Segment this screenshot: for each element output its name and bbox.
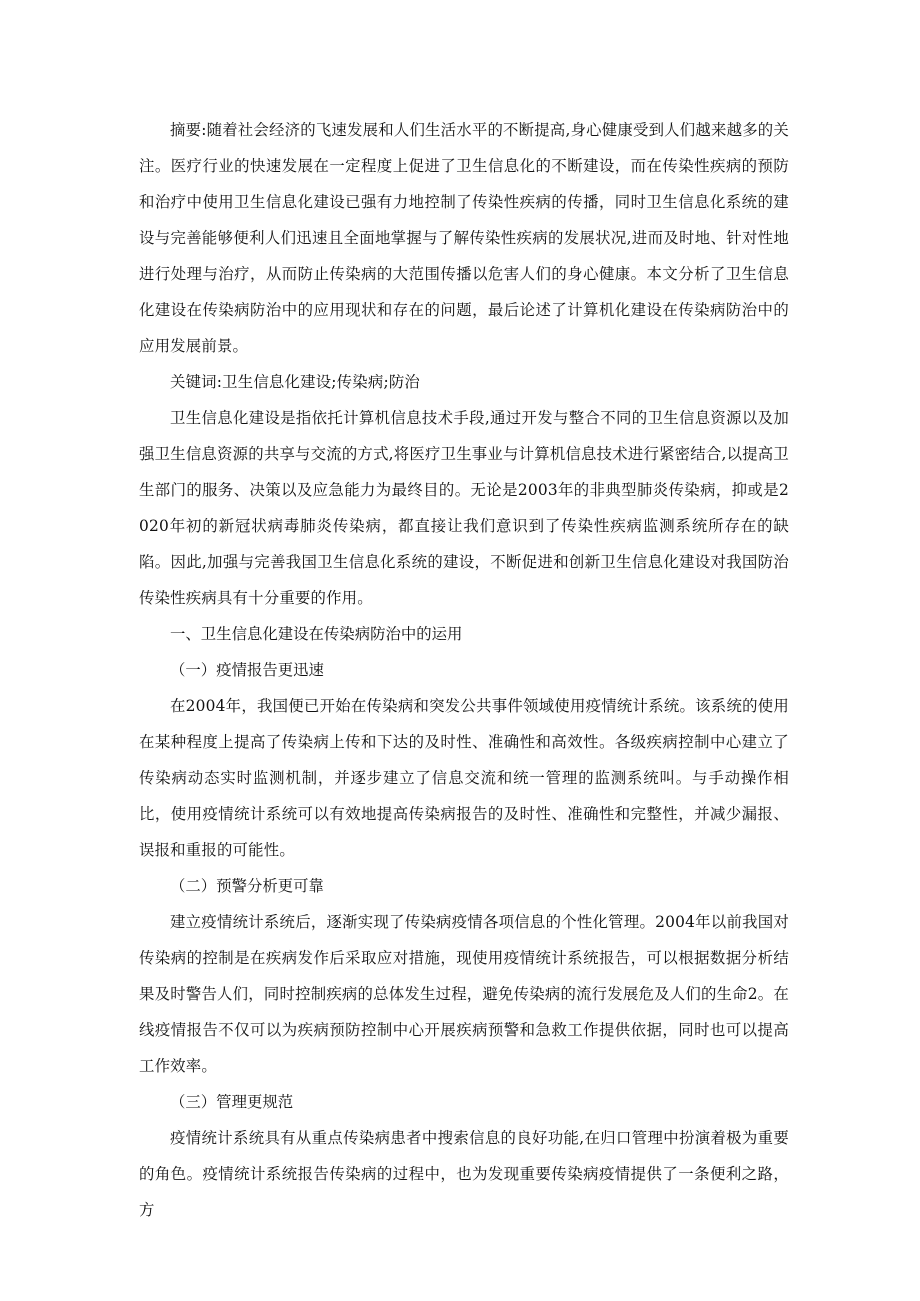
section-heading-1: 一、卫生信息化建设在传染病防治中的运用 [170, 625, 463, 643]
subsection-2-paragraph: 建立疫情统计系统后，逐渐实现了传染病疫情各项信息的个性化管理。2004年以前我国对传染病的控制是在疾病发作后采取应对措施，现使用疫情统计系统报告，可以根据数据分析结果及时警告人们，同时控制疾病的总体发生过程，避免传染病的流行发展危及人们的生命2。在线疫情报告不仅可以为疾病预防控制中心开展疾病预警和急救工作提供依据，同时也可以提高工作效率。 [139, 913, 789, 1075]
subsection-1-paragraph: 在2004年，我国便已开始在传染病和突发公共事件领域使用疫情统计系统。该系统的使用在某种程度上提高了传染病上传和下达的及时性、准确性和高效性。各级疾病控制中心建立了传染病动态实时监测机制，并逐步建立了信息交流和统一管理的监测系统叫。与手动操作相比，使用疫情统计系统可以有效地提高传染病报告的及时性、准确性和完整性，并减少漏报、误报和重报的可能性。 [139, 697, 789, 859]
subsection-heading-3: （三）管理更规范 [170, 1093, 294, 1111]
keywords-line: 关键词:卫生信息化建设;传染病;防治 [170, 373, 421, 391]
document-page [139, 112, 789, 1228]
abstract-paragraph: 摘要:随着社会经济的飞速发展和人们生活水平的不断提高,身心健康受到人们越来越多的关注。医疗行业的快速发展在一定程度上促进了卫生信息化的不断建设，而在传染性疾病的预防和治疗中使用卫生信息化建设已强有力地控制了传染性疾病的传播，同时卫生信息化系统的建设与完善能够便利人们迅速且全面地掌握与了解传染性疾病的发展状况,进而及时地、针对性地进行处理与治疗，从而防止传染病的大范围传播以危害人们的身心健康。本文分析了卫生信息化建设在传染病防治中的应用现状和存在的问题，最后论述了计算机化建设在传染病防治中的应用发展前景。 [139, 121, 789, 355]
subsection-heading-2: （二）预警分析更可靠 [170, 877, 324, 895]
subsection-heading-1: （一）疫情报告更迅速 [170, 661, 324, 679]
subsection-3-paragraph: 疫情统计系统具有从重点传染病患者中搜索信息的良好功能,在归口管理中扮演着极为重要的角色。疫情统计系统报告传染病的过程中，也为发现重要传染病疫情提供了一条便利之路，方 [139, 1129, 789, 1219]
intro-paragraph: 卫生信息化建设是指依托计算机信息技术手段,通过开发与整合不同的卫生信息资源以及加强卫生信息资源的共享与交流的方式,将医疗卫生事业与计算机信息技术进行紧密结合,以提高卫生部门的服务、决策以及应急能力为最终目的。无论是2003年的非典型肺炎传染病，抑或是2020年初的新冠状病毒肺炎传染病，都直接让我们意识到了传染性疾病监测系统所存在的缺陷。因此,加强与完善我国卫生信息化系统的建设，不断促进和创新卫生信息化建设对我国防治传染性疾病具有十分重要的作用。 [139, 409, 789, 607]
